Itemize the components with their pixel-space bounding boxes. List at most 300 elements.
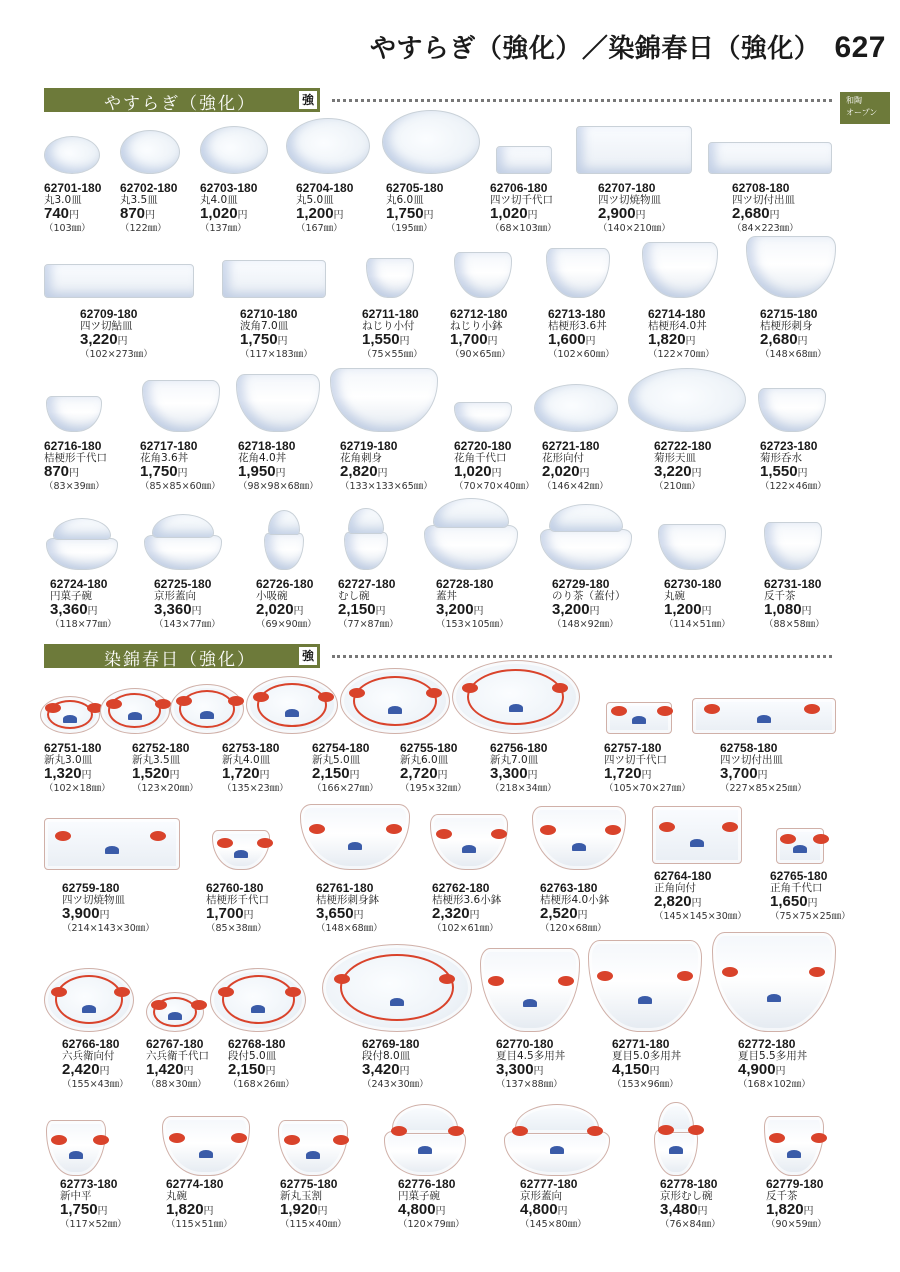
section-divider-dots <box>332 655 832 658</box>
red-flower-motif <box>448 1126 464 1136</box>
product-name: 新中平 <box>60 1190 92 1202</box>
red-flower-motif <box>426 688 442 698</box>
product-price <box>280 1202 347 1219</box>
product-photo <box>452 660 580 734</box>
product-code: 62713-180 <box>548 307 606 321</box>
price-value: 1,550 <box>760 463 798 480</box>
red-flower-motif <box>318 692 334 702</box>
product-price <box>60 1202 127 1219</box>
price-value: 1,200 <box>296 205 334 222</box>
bowl-shape <box>300 804 410 870</box>
yen-unit: 円 <box>797 468 808 479</box>
product-price <box>760 464 827 481</box>
product-code: 62755-180 <box>400 741 458 755</box>
price-value: 1,820 <box>766 1201 804 1218</box>
yen-unit: 円 <box>697 1206 708 1217</box>
product-price <box>206 906 269 923</box>
blue-flower-motif <box>690 839 704 847</box>
red-flower-motif <box>811 1133 827 1143</box>
price-value: 3,360 <box>50 601 88 618</box>
product-size: （122×46㎜） <box>760 481 827 492</box>
product-name: 桔梗形千代口 <box>206 894 269 906</box>
product-photo <box>366 258 414 298</box>
product-photo <box>120 130 180 174</box>
blue-flower-motif <box>234 850 248 858</box>
product-code: 62725-180 <box>154 577 212 591</box>
product-name: 桔梗形3.6丼 <box>548 320 607 332</box>
product-code: 62724-180 <box>50 577 108 591</box>
product-price <box>598 206 671 223</box>
yen-unit: 円 <box>293 606 304 617</box>
product-name: 丸碗 <box>166 1190 187 1202</box>
red-flower-motif <box>228 696 244 706</box>
price-value: 3,700 <box>720 765 758 782</box>
product-photo <box>708 142 832 174</box>
product-name: 新丸7.0皿 <box>490 754 539 766</box>
side-tab-line1: 和陶 <box>846 96 862 105</box>
product-photo <box>44 264 194 298</box>
product-name: 丸3.0皿 <box>44 194 82 206</box>
product-name: 丸3.5皿 <box>120 194 158 206</box>
product-price <box>44 464 107 481</box>
category-side-tab[interactable] <box>840 92 890 124</box>
product-name: 京形むし碗 <box>660 1190 713 1202</box>
product-code: 62706-180 <box>490 181 548 195</box>
price-value: 1,720 <box>604 765 642 782</box>
blue-flower-motif <box>669 1146 683 1154</box>
yen-unit: 円 <box>469 910 480 921</box>
price-value: 3,420 <box>362 1061 400 1078</box>
yen-unit: 円 <box>117 336 128 347</box>
product-photo <box>424 498 518 570</box>
price-value: 1,750 <box>140 463 178 480</box>
price-value: 2,420 <box>62 1061 100 1078</box>
product-photo <box>46 1120 106 1176</box>
red-flower-motif <box>55 831 71 841</box>
product-size: （115×51㎜） <box>166 1219 233 1230</box>
product-price <box>154 602 221 619</box>
blue-flower-motif <box>767 994 781 1002</box>
yen-unit: 円 <box>349 770 360 781</box>
product-code: 62769-180 <box>362 1037 420 1051</box>
product-photo <box>764 1116 824 1176</box>
yen-unit: 円 <box>237 210 248 221</box>
product-price <box>166 1202 233 1219</box>
product-photo <box>330 368 438 432</box>
yen-unit: 円 <box>177 468 188 479</box>
yen-unit: 円 <box>579 468 590 479</box>
product-code: 62719-180 <box>340 439 398 453</box>
section-title: やすらぎ（強化） <box>104 94 256 114</box>
product-photo <box>210 968 306 1032</box>
product-size: （168×102㎜） <box>738 1079 811 1090</box>
bowl-shape <box>454 402 512 432</box>
product-size: （118×77㎜） <box>50 619 117 630</box>
product-size: （122×70㎜） <box>648 349 715 360</box>
product-code: 62729-180 <box>552 577 610 591</box>
product-size: （155×43㎜） <box>62 1079 129 1090</box>
product-name: 四ツ切焼物皿 <box>62 894 125 906</box>
price-value: 1,020 <box>454 463 492 480</box>
product-photo <box>532 806 626 870</box>
product-name: 桔梗形千代口 <box>44 452 107 464</box>
red-flower-motif <box>659 822 675 832</box>
product-code: 62774-180 <box>166 1177 224 1191</box>
lid-shape <box>348 508 383 534</box>
product-name: 四ツ切鮎皿 <box>80 320 133 332</box>
product-name: 新丸3.0皿 <box>44 754 93 766</box>
product-size: （143×77㎜） <box>154 619 221 630</box>
blue-flower-motif <box>509 704 523 712</box>
yen-unit: 円 <box>353 910 364 921</box>
bowl-shape <box>264 533 304 570</box>
product-photo <box>652 806 742 864</box>
yen-unit: 円 <box>69 210 80 221</box>
product-price <box>552 602 626 619</box>
yen-unit: 円 <box>527 210 538 221</box>
product-size: （145×80㎜） <box>520 1219 587 1230</box>
product-code: 62766-180 <box>62 1037 120 1051</box>
product-name: 夏目5.0多用丼 <box>612 1050 682 1062</box>
bowl-shape <box>758 388 826 432</box>
product-photo <box>430 814 508 870</box>
yen-unit: 円 <box>691 898 702 909</box>
bowl-shape <box>344 532 388 570</box>
product-code: 62721-180 <box>542 439 600 453</box>
product-size: （75×75×25㎜） <box>770 911 851 922</box>
tray-shape <box>576 126 692 174</box>
reinforced-badge: 強 <box>299 91 317 109</box>
yen-unit: 円 <box>375 606 386 617</box>
product-size: （167㎜） <box>296 223 343 234</box>
red-rim-line <box>257 683 327 727</box>
product-code: 62728-180 <box>436 577 494 591</box>
red-flower-motif <box>155 699 171 709</box>
yen-unit: 円 <box>577 910 588 921</box>
product-size: （76×84㎜） <box>660 1219 721 1230</box>
product-code: 62715-180 <box>760 307 818 321</box>
yen-unit: 円 <box>259 770 270 781</box>
blue-flower-motif <box>69 1151 83 1159</box>
tray-shape <box>496 146 552 174</box>
product-code: 62722-180 <box>654 439 712 453</box>
product-photo <box>44 818 180 870</box>
product-price <box>520 1202 587 1219</box>
product-photo <box>746 236 836 298</box>
product-photo <box>278 1120 348 1176</box>
product-photo <box>642 242 718 298</box>
product-price <box>548 332 615 349</box>
product-photo <box>654 1102 698 1176</box>
tray-shape <box>222 260 326 298</box>
yen-unit: 円 <box>473 606 484 617</box>
product-name: 新丸3.5皿 <box>132 754 181 766</box>
price-value: 2,150 <box>228 1061 266 1078</box>
price-value: 1,700 <box>206 905 244 922</box>
red-flower-motif <box>658 1125 674 1135</box>
product-size: （122㎜） <box>120 223 167 234</box>
product-name: 四ツ切千代口 <box>604 754 667 766</box>
lid-shape <box>268 510 300 535</box>
product-price <box>256 602 317 619</box>
red-flower-motif <box>386 824 402 834</box>
price-value: 4,150 <box>612 1061 650 1078</box>
product-photo <box>454 252 512 298</box>
bowl-shape <box>142 380 220 432</box>
page-title-text: やすらぎ（強化）／染錦春日（強化） <box>369 34 821 64</box>
bowl-shape <box>712 932 836 1032</box>
product-code: 62752-180 <box>132 741 190 755</box>
product-price <box>238 464 319 481</box>
product-size: （120×68㎜） <box>540 923 607 934</box>
red-flower-motif <box>657 706 673 716</box>
product-code: 62776-180 <box>398 1177 456 1191</box>
product-code: 62768-180 <box>228 1037 286 1051</box>
product-photo <box>200 126 268 174</box>
product-price <box>648 332 715 349</box>
product-price <box>50 602 117 619</box>
yen-unit: 円 <box>333 210 344 221</box>
price-value: 3,200 <box>436 601 474 618</box>
price-value: 3,360 <box>154 601 192 618</box>
product-price <box>454 464 535 481</box>
product-size: （102×60㎜） <box>548 349 615 360</box>
product-size: （218×34㎜） <box>490 783 557 794</box>
yen-unit: 円 <box>641 770 652 781</box>
product-code: 62753-180 <box>222 741 280 755</box>
yen-unit: 円 <box>69 468 80 479</box>
blue-flower-motif <box>390 998 404 1006</box>
price-value: 3,220 <box>80 331 118 348</box>
product-code: 62775-180 <box>280 1177 338 1191</box>
product-code: 62763-180 <box>540 881 598 895</box>
price-value: 1,520 <box>132 765 170 782</box>
red-flower-motif <box>722 967 738 977</box>
product-size: （195×32㎜） <box>400 783 467 794</box>
red-flower-motif <box>169 1133 185 1143</box>
product-price <box>654 464 711 481</box>
price-value: 2,820 <box>654 893 692 910</box>
product-price <box>362 332 423 349</box>
red-rim-line <box>467 669 564 725</box>
red-rim-line <box>353 676 437 726</box>
product-photo <box>212 830 270 870</box>
product-size: （84×223㎜） <box>732 223 799 234</box>
product-photo <box>628 368 746 432</box>
product-name: ねじり小鉢 <box>450 320 503 332</box>
product-photo <box>534 384 618 432</box>
product-size: （88×30㎜） <box>146 1079 207 1090</box>
price-value: 1,650 <box>770 893 808 910</box>
price-value: 1,820 <box>648 331 686 348</box>
red-flower-motif <box>114 987 130 997</box>
plate-shape <box>628 368 746 432</box>
product-name: 花角刺身 <box>340 452 382 464</box>
bowl-shape <box>532 806 626 870</box>
red-flower-motif <box>51 1135 67 1145</box>
price-value: 1,750 <box>240 331 278 348</box>
yen-unit: 円 <box>317 1206 328 1217</box>
product-size: （145×145×30㎜） <box>654 911 747 922</box>
product-size: （210㎜） <box>654 481 701 492</box>
blue-flower-motif <box>306 1151 320 1159</box>
yen-unit: 円 <box>487 336 498 347</box>
tray-shape <box>44 818 180 870</box>
product-code: 62716-180 <box>44 439 102 453</box>
product-code: 62723-180 <box>760 439 818 453</box>
page-number: 627 <box>834 31 886 64</box>
price-value: 1,750 <box>386 205 424 222</box>
product-photo <box>496 146 552 174</box>
product-price <box>720 766 807 783</box>
red-flower-motif <box>780 834 796 844</box>
yen-unit: 円 <box>99 1066 110 1077</box>
red-flower-motif <box>804 704 820 714</box>
product-code: 62777-180 <box>520 1177 578 1191</box>
product-name: 反千茶 <box>764 590 796 602</box>
product-code: 62703-180 <box>200 181 258 195</box>
plate-shape <box>120 130 180 174</box>
product-price <box>62 1062 129 1079</box>
tray-shape <box>652 806 742 864</box>
blue-flower-motif <box>632 716 646 724</box>
product-name: 丸碗 <box>664 590 685 602</box>
blue-flower-motif <box>787 1150 801 1158</box>
product-code: 62707-180 <box>598 181 656 195</box>
red-flower-motif <box>605 825 621 835</box>
product-name: 花角4.0丼 <box>238 452 287 464</box>
product-size: （140×210㎜） <box>598 223 671 234</box>
yen-unit: 円 <box>97 1206 108 1217</box>
product-photo <box>344 508 388 570</box>
product-size: （105×70×27㎜） <box>604 783 691 794</box>
product-size: （137㎜） <box>200 223 247 234</box>
plate-shape <box>200 126 268 174</box>
lid-shape <box>53 518 111 540</box>
yen-unit: 円 <box>203 1206 214 1217</box>
red-flower-motif <box>722 822 738 832</box>
red-flower-motif <box>309 824 325 834</box>
product-size: （77×87㎜） <box>338 619 399 630</box>
yen-unit: 円 <box>775 1066 786 1077</box>
price-value: 3,300 <box>496 1061 534 1078</box>
product-photo <box>44 968 134 1032</box>
price-value: 3,200 <box>552 601 590 618</box>
red-flower-motif <box>391 1126 407 1136</box>
bowl-shape <box>764 522 822 570</box>
blue-flower-motif <box>199 1150 213 1158</box>
lid-shape <box>433 498 508 528</box>
bowl-shape <box>366 258 414 298</box>
yen-unit: 円 <box>527 770 538 781</box>
product-name: 四ツ切付出皿 <box>720 754 783 766</box>
plate-shape <box>286 118 370 174</box>
yen-unit: 円 <box>635 210 646 221</box>
product-price <box>732 206 799 223</box>
product-size: （168×26㎜） <box>228 1079 295 1090</box>
product-size: （117×52㎜） <box>60 1219 127 1230</box>
product-name: 新丸5.0皿 <box>312 754 361 766</box>
product-photo <box>322 944 472 1032</box>
product-name: 四ツ切千代口 <box>490 194 553 206</box>
product-price <box>764 602 825 619</box>
product-code: 62760-180 <box>206 881 264 895</box>
product-size: （75×55㎜） <box>362 349 423 360</box>
blue-flower-motif <box>200 711 214 719</box>
product-photo <box>246 676 338 734</box>
product-code: 62778-180 <box>660 1177 718 1191</box>
blue-flower-motif <box>63 715 77 723</box>
product-photo <box>40 696 100 734</box>
price-value: 1,080 <box>764 601 802 618</box>
bowl-shape <box>454 252 512 298</box>
price-value: 2,020 <box>542 463 580 480</box>
product-code: 62709-180 <box>80 307 138 321</box>
product-size: （148×92㎜） <box>552 619 619 630</box>
yen-unit: 円 <box>649 1066 660 1077</box>
product-size: （103㎜） <box>44 223 91 234</box>
price-value: 2,900 <box>598 205 636 222</box>
product-price <box>766 1202 827 1219</box>
product-code: 62717-180 <box>140 439 198 453</box>
price-value: 3,650 <box>316 905 354 922</box>
product-photo <box>46 396 102 432</box>
red-flower-motif <box>436 829 452 839</box>
product-size: （90×59㎜） <box>766 1219 827 1230</box>
product-photo <box>264 510 304 570</box>
product-photo <box>576 126 692 174</box>
red-flower-motif <box>809 967 825 977</box>
yen-unit: 円 <box>803 1206 814 1217</box>
product-photo <box>692 698 836 734</box>
product-code: 62762-180 <box>432 881 490 895</box>
bowl-shape <box>546 248 610 298</box>
red-flower-motif <box>512 1126 528 1136</box>
red-flower-motif <box>106 699 122 709</box>
product-size: （123×20㎜） <box>132 783 199 794</box>
product-price <box>132 766 199 783</box>
plate-shape <box>534 384 618 432</box>
product-price <box>760 332 827 349</box>
blue-flower-motif <box>757 715 771 723</box>
product-code: 62718-180 <box>238 439 296 453</box>
product-code: 62765-180 <box>770 869 828 883</box>
product-name: 四ツ切焼物皿 <box>598 194 661 206</box>
product-price <box>664 602 731 619</box>
section-header-yasuragi <box>44 88 320 112</box>
reinforced-badge: 強 <box>299 647 317 665</box>
yen-unit: 円 <box>589 606 600 617</box>
bowl-shape <box>424 525 518 570</box>
red-flower-motif <box>704 704 720 714</box>
bowl-shape <box>764 1116 824 1176</box>
product-price <box>604 766 691 783</box>
product-name: 段付8.0皿 <box>362 1050 411 1062</box>
side-tab-line2: オープン <box>846 108 878 117</box>
product-size: （243×30㎜） <box>362 1079 429 1090</box>
blue-flower-motif <box>105 846 119 854</box>
product-size: （133×133×65㎜） <box>340 481 433 492</box>
product-name: 小吸碗 <box>256 590 288 602</box>
product-price <box>496 1062 565 1079</box>
red-rim-line <box>55 975 123 1024</box>
yen-unit: 円 <box>691 468 702 479</box>
yen-unit: 円 <box>435 1206 446 1217</box>
red-flower-motif <box>552 683 568 693</box>
product-price <box>770 894 851 911</box>
product-price <box>490 766 557 783</box>
product-size: （115×40㎜） <box>280 1219 347 1230</box>
